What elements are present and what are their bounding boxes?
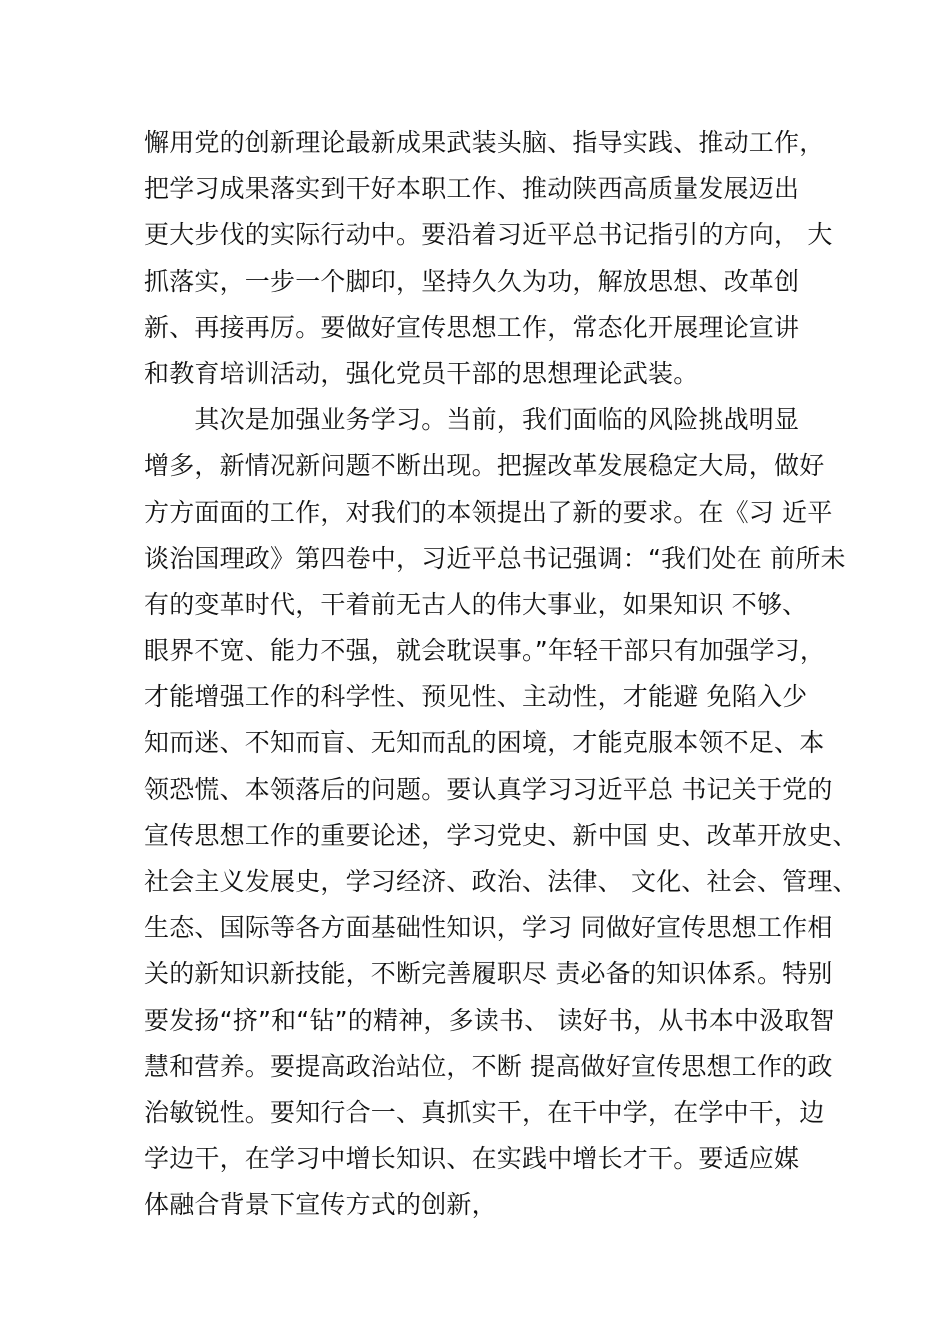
text-line: 抓落实，一步一个脚印，坚持久久为功，解放思想、改革创 <box>144 266 800 296</box>
text-line: 新、再接再厉。要做好宣传思想工作，常态化开展理论宣讲 <box>144 312 800 342</box>
text-line: 体融合背景下宣传方式的创新， <box>144 1190 497 1220</box>
text-line: 谈治国理政》第四卷中，习近平总书记强调：“我们处在 前所未 <box>144 543 846 573</box>
text-line: 慧和营养。要提高政治站位，不断 提高做好宣传思想工作的政 <box>144 1051 833 1081</box>
text-line: 治敏锐性。要知行合一、真抓实干，在干中学，在学中干，边 <box>144 1097 825 1127</box>
text-line: 才能增强工作的科学性、预见性、主动性，才能避 免陷入少 <box>144 682 808 712</box>
text-line: 有的变革时代，干着前无古人的伟大事业，如果知识 不够、 <box>144 589 808 619</box>
text-line: 社会主义发展史，学习经济、政治、法律、 文化、社会、管理、 <box>144 867 858 896</box>
text-line: 和教育培训活动，强化党员干部的思想理论武装。 <box>144 358 699 388</box>
text-line: 生态、国际等各方面基础性知识，学习 同做好宣传思想工作相 <box>144 913 833 943</box>
text-line: 懈用党的创新理论最新成果武装头脑、指导实践、推动工作， <box>144 128 825 157</box>
text-line: 领恐慌、本领落后的问题。要认真学习习近平总 书记关于党的 <box>144 774 833 804</box>
text-line: 要发扬“挤”和“钻”的精神，多读书、 读好书，从书本中汲取智 <box>144 1005 835 1035</box>
text-line: 关的新知识新技能，不断完善履职尽 责必备的知识体系。特别 <box>144 959 833 989</box>
body-text <box>144 120 858 1229</box>
text-line: 知而迷、不知而盲、无知而乱的困境，才能克服本领不足、本 <box>144 728 825 758</box>
text-line: 宣传思想工作的重要论述，学习党史、新中国 史、改革开放史、 <box>144 820 858 850</box>
text-line: 学边干，在学习中增长知识、在实践中增长才干。要适应媒 <box>144 1144 800 1174</box>
text-line: 方方面面的工作，对我们的本领提出了新的要求。在《习 近平 <box>144 497 833 527</box>
text-line: 增多，新情况新问题不断出现。把握改革发展稳定大局，做好 <box>144 451 825 481</box>
text-line: 眼界不宽、能力不强，就会耽误事。”年轻干部只有加强学习， <box>144 636 826 666</box>
text-line: 更大步伐的实际行动中。要沿着习近平总书记指引的方向， 大 <box>144 220 833 250</box>
text-line: 把学习成果落实到干好本职工作、推动陕西高质量发展迈出 <box>144 174 800 204</box>
paragraph-start-line: 其次是加强业务学习。当前，我们面临的风险挑战明显 <box>144 405 800 435</box>
